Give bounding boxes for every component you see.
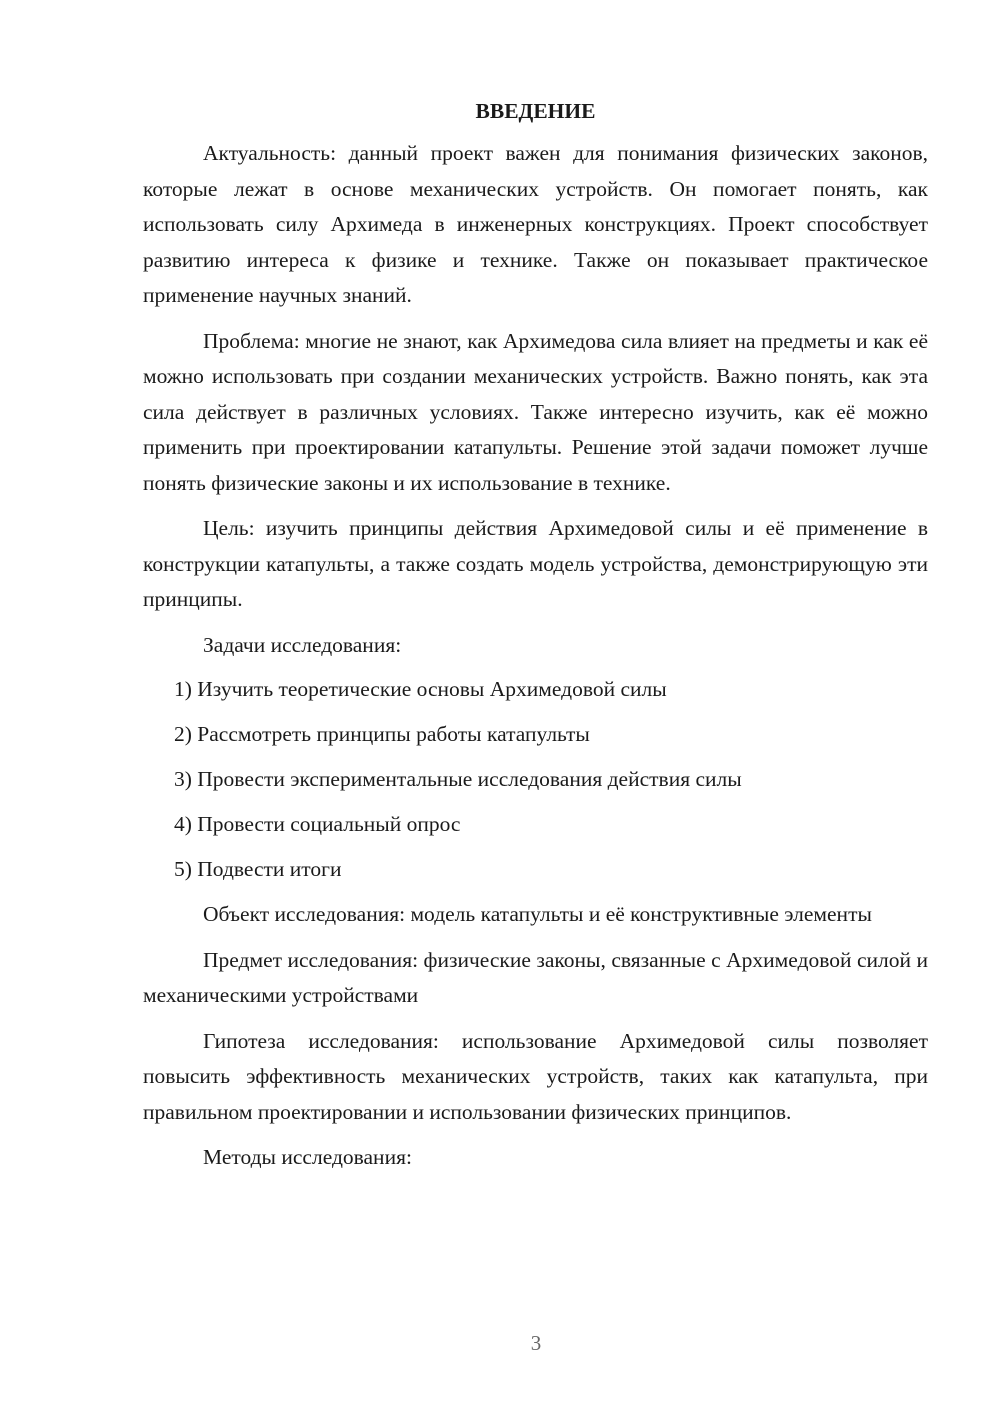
methods-heading: Методы исследования: xyxy=(203,1145,412,1169)
task-item-1: 1) Изучить теоретические основы Архимедовой силы xyxy=(174,677,667,701)
task-item-5: 5) Подвести итоги xyxy=(174,857,342,881)
paragraph-object: Объект исследования: модель катапульты и её конструктивные элементы xyxy=(203,902,872,926)
task-item-2: 2) Рассмотреть принципы работы катапульты xyxy=(174,722,590,746)
paragraph-goal: Цель: изучить принципы действия Архимедовой силы и её применение в конструкции катапульты, а также создать модель устройства, демонстрирующую эти принципы. xyxy=(143,516,928,611)
paragraph-problem: Проблема: многие не знают, как Архимедова сила влияет на предметы и как её можно использовать при создании механических устройств. Важно понять, как эта сила действует в различных условиях. Также интересно изучить, как её можно применить при проектировании катапульты. Решение этой задачи поможет лучше понять физические законы и их использование в технике. xyxy=(143,328,928,495)
task-item-4: 4) Провести социальный опрос xyxy=(174,812,461,836)
page-number: 3 xyxy=(530,1331,542,1355)
paragraph-hypothesis: Гипотеза исследования: использование Архимедовой силы позволяет повысить эффективность механических устройств, таких как катапульта, при правильном проектировании и использовании физических принципов. xyxy=(143,1028,928,1124)
section-title: ВВЕДЕНИЕ xyxy=(475,99,596,123)
task-item-3: 3) Провести экспериментальные исследования действия силы xyxy=(174,767,742,791)
document-page xyxy=(143,96,928,1185)
tasks-heading: Задачи исследования: xyxy=(203,632,402,657)
paragraph-relevance: Актуальность: данный проект важен для понимания физических законов, которые лежат в основе механических устройств. Он помогает понять, как использовать силу Архимеда в инженерных конструкциях. Проект способствует развитию интереса к физике и технике. Также он показывает практическое применение научных знаний. xyxy=(143,141,928,307)
paragraph-subject: Предмет исследования: физические законы, связанные с Архимедовой силой и механическими устройствами xyxy=(143,947,928,1007)
